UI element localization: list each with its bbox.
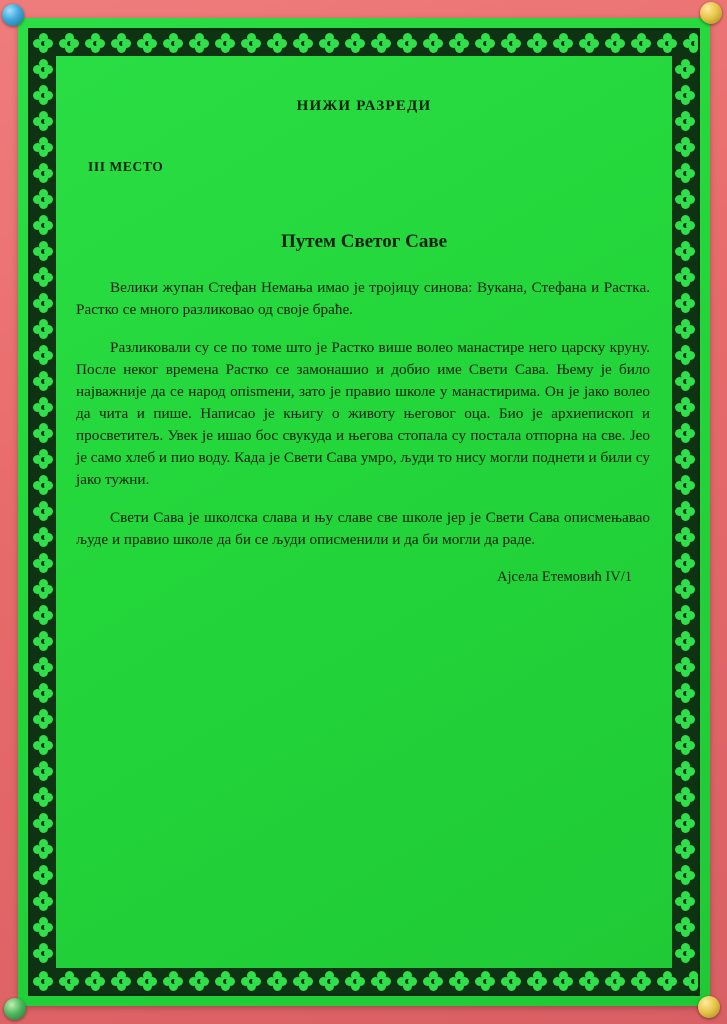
- flower-icon: [30, 968, 56, 994]
- section-heading: НИЖИ РАЗРЕДИ: [296, 98, 432, 114]
- flower-icon: [672, 160, 698, 186]
- flower-icon: [602, 968, 628, 994]
- flower-icon: [30, 914, 56, 940]
- flower-icon: [30, 160, 56, 186]
- flower-icon: [30, 212, 56, 238]
- flower-icon: [212, 30, 238, 56]
- border-strip-top: [30, 30, 698, 56]
- flower-icon: [56, 968, 82, 994]
- flower-icon: [672, 940, 698, 966]
- author-signature: Ајсела Етемовић IV/1: [497, 569, 632, 586]
- flower-icon: [672, 290, 698, 316]
- flower-icon: [654, 968, 680, 994]
- flower-icon: [30, 394, 56, 420]
- flower-icon: [672, 888, 698, 914]
- flower-icon: [30, 940, 56, 966]
- flower-icon: [672, 394, 698, 420]
- flower-icon: [672, 108, 698, 134]
- flower-icon: [30, 472, 56, 498]
- page-title: Путем Светог Саве: [280, 231, 448, 252]
- green-paper-sheet: [18, 18, 710, 1006]
- flower-icon: [30, 810, 56, 836]
- flower-icon: [368, 968, 394, 994]
- flower-icon: [316, 968, 342, 994]
- flower-icon: [30, 836, 56, 862]
- flower-icon: [264, 968, 290, 994]
- flower-icon: [30, 550, 56, 576]
- flower-icon: [30, 420, 56, 446]
- flower-icon: [602, 30, 628, 56]
- flower-icon: [186, 30, 212, 56]
- flower-icon: [672, 368, 698, 394]
- flower-icon: [82, 30, 108, 56]
- flower-icon: [316, 30, 342, 56]
- flower-icon: [30, 576, 56, 602]
- flower-icon: [680, 968, 698, 994]
- paragraph: Свети Сава је школска слава и њу славе све школе јер је Свети Сава описмењавао људе и правио школе да би се људи описменили и да би могли да раде.: [76, 509, 650, 549]
- flower-icon: [524, 968, 550, 994]
- flower-icon: [30, 654, 56, 680]
- paragraph: Разликовали су се по томе што је Растко више волео манастире него царску круну. После неког времена Растко се замонашио и добио име Свети Сава. Њему је било најважније да се народ опismeни, зато је правио школе у манастирима. Он је јако волео да чита и пише. Написао је књигу о животу његовог оца. Био је архиепископ и просветитељ. Увек је ишао бос свукуда и његова стопала су постала отпорна на све. Јео је само хлеб и пио воду. Када је Свети Сава умро, људи то нису могли поднети и били су јако тужни.: [76, 339, 650, 489]
- flower-icon: [472, 30, 498, 56]
- flower-icon: [368, 30, 394, 56]
- flower-icon: [672, 706, 698, 732]
- flower-icon: [160, 968, 186, 994]
- flower-icon: [290, 30, 316, 56]
- border-strip-bottom: [30, 968, 698, 994]
- flower-icon: [264, 30, 290, 56]
- flower-icon: [672, 758, 698, 784]
- pin-green-icon: [4, 998, 26, 1020]
- flower-icon: [672, 914, 698, 940]
- flower-icon: [680, 30, 698, 56]
- flower-icon: [576, 30, 602, 56]
- flower-icon: [30, 706, 56, 732]
- flower-icon: [420, 968, 446, 994]
- flower-icon: [56, 30, 82, 56]
- flower-icon: [30, 186, 56, 212]
- flower-icon: [186, 968, 212, 994]
- flower-icon: [108, 968, 134, 994]
- border-strip-left: [30, 56, 56, 968]
- flower-icon: [394, 30, 420, 56]
- flower-icon: [30, 264, 56, 290]
- flower-icon: [498, 968, 524, 994]
- flower-icon: [672, 628, 698, 654]
- flower-icon: [576, 968, 602, 994]
- flower-icon: [30, 238, 56, 264]
- flower-icon: [672, 810, 698, 836]
- award-place-label: III МЕСТО: [88, 159, 164, 174]
- flower-icon: [30, 862, 56, 888]
- flower-icon: [472, 968, 498, 994]
- essay-body: [70, 277, 658, 551]
- flower-icon: [446, 968, 472, 994]
- flower-icon: [134, 968, 160, 994]
- flower-icon: [672, 966, 698, 968]
- flower-icon: [654, 30, 680, 56]
- flower-icon: [672, 836, 698, 862]
- pin-yellow-bottom-icon: [698, 996, 720, 1018]
- flower-icon: [672, 134, 698, 160]
- flower-icon: [420, 30, 446, 56]
- flower-icon: [134, 30, 160, 56]
- paragraph: Велики жупан Стефан Немања имао је тројицу синова: Вукана, Стефана и Растка. Растко се много разликовао од своје браће.: [76, 279, 650, 319]
- flower-icon: [672, 498, 698, 524]
- flower-icon: [672, 576, 698, 602]
- flower-icon: [672, 654, 698, 680]
- flower-icon: [30, 368, 56, 394]
- flower-icon: [30, 316, 56, 342]
- flower-icon: [672, 264, 698, 290]
- flower-icon: [672, 342, 698, 368]
- flower-icon: [30, 498, 56, 524]
- flower-icon: [238, 30, 264, 56]
- flower-icon: [30, 446, 56, 472]
- flower-icon: [672, 550, 698, 576]
- flower-icon: [672, 82, 698, 108]
- flower-icon: [672, 186, 698, 212]
- flower-icon: [212, 968, 238, 994]
- pin-blue-icon: [2, 4, 24, 26]
- flower-icon: [30, 134, 56, 160]
- flower-icon: [290, 968, 316, 994]
- pin-yellow-top-icon: [700, 2, 722, 24]
- flower-icon: [672, 680, 698, 706]
- flower-icon: [672, 524, 698, 550]
- flower-icon: [160, 30, 186, 56]
- flower-icon: [672, 446, 698, 472]
- document-content: [70, 76, 658, 946]
- flower-icon: [30, 758, 56, 784]
- flower-icon: [672, 420, 698, 446]
- flower-icon: [498, 30, 524, 56]
- flower-icon: [30, 342, 56, 368]
- flower-icon: [30, 30, 56, 56]
- flower-icon: [30, 524, 56, 550]
- flower-icon: [672, 472, 698, 498]
- flower-icon: [30, 680, 56, 706]
- flower-icon: [30, 966, 56, 968]
- flower-icon: [672, 238, 698, 264]
- flower-icon: [30, 628, 56, 654]
- flower-icon: [30, 888, 56, 914]
- border-strip-right: [672, 56, 698, 968]
- flower-icon: [394, 968, 420, 994]
- flower-icon: [524, 30, 550, 56]
- flower-icon: [30, 108, 56, 134]
- flower-icon: [672, 862, 698, 888]
- flower-icon: [672, 56, 698, 82]
- flower-icon: [30, 784, 56, 810]
- flower-icon: [30, 732, 56, 758]
- flower-icon: [550, 968, 576, 994]
- flower-icon: [672, 732, 698, 758]
- flower-icon: [82, 968, 108, 994]
- flower-icon: [672, 784, 698, 810]
- flower-icon: [342, 968, 368, 994]
- flower-icon: [628, 968, 654, 994]
- flower-icon: [628, 30, 654, 56]
- flower-icon: [342, 30, 368, 56]
- flower-icon: [238, 968, 264, 994]
- flower-icon: [108, 30, 134, 56]
- flower-icon: [30, 602, 56, 628]
- flower-icon: [672, 316, 698, 342]
- flower-icon: [672, 602, 698, 628]
- flower-icon: [550, 30, 576, 56]
- flower-icon: [446, 30, 472, 56]
- flower-icon: [30, 56, 56, 82]
- flower-icon: [30, 82, 56, 108]
- flower-icon: [30, 290, 56, 316]
- flower-icon: [672, 212, 698, 238]
